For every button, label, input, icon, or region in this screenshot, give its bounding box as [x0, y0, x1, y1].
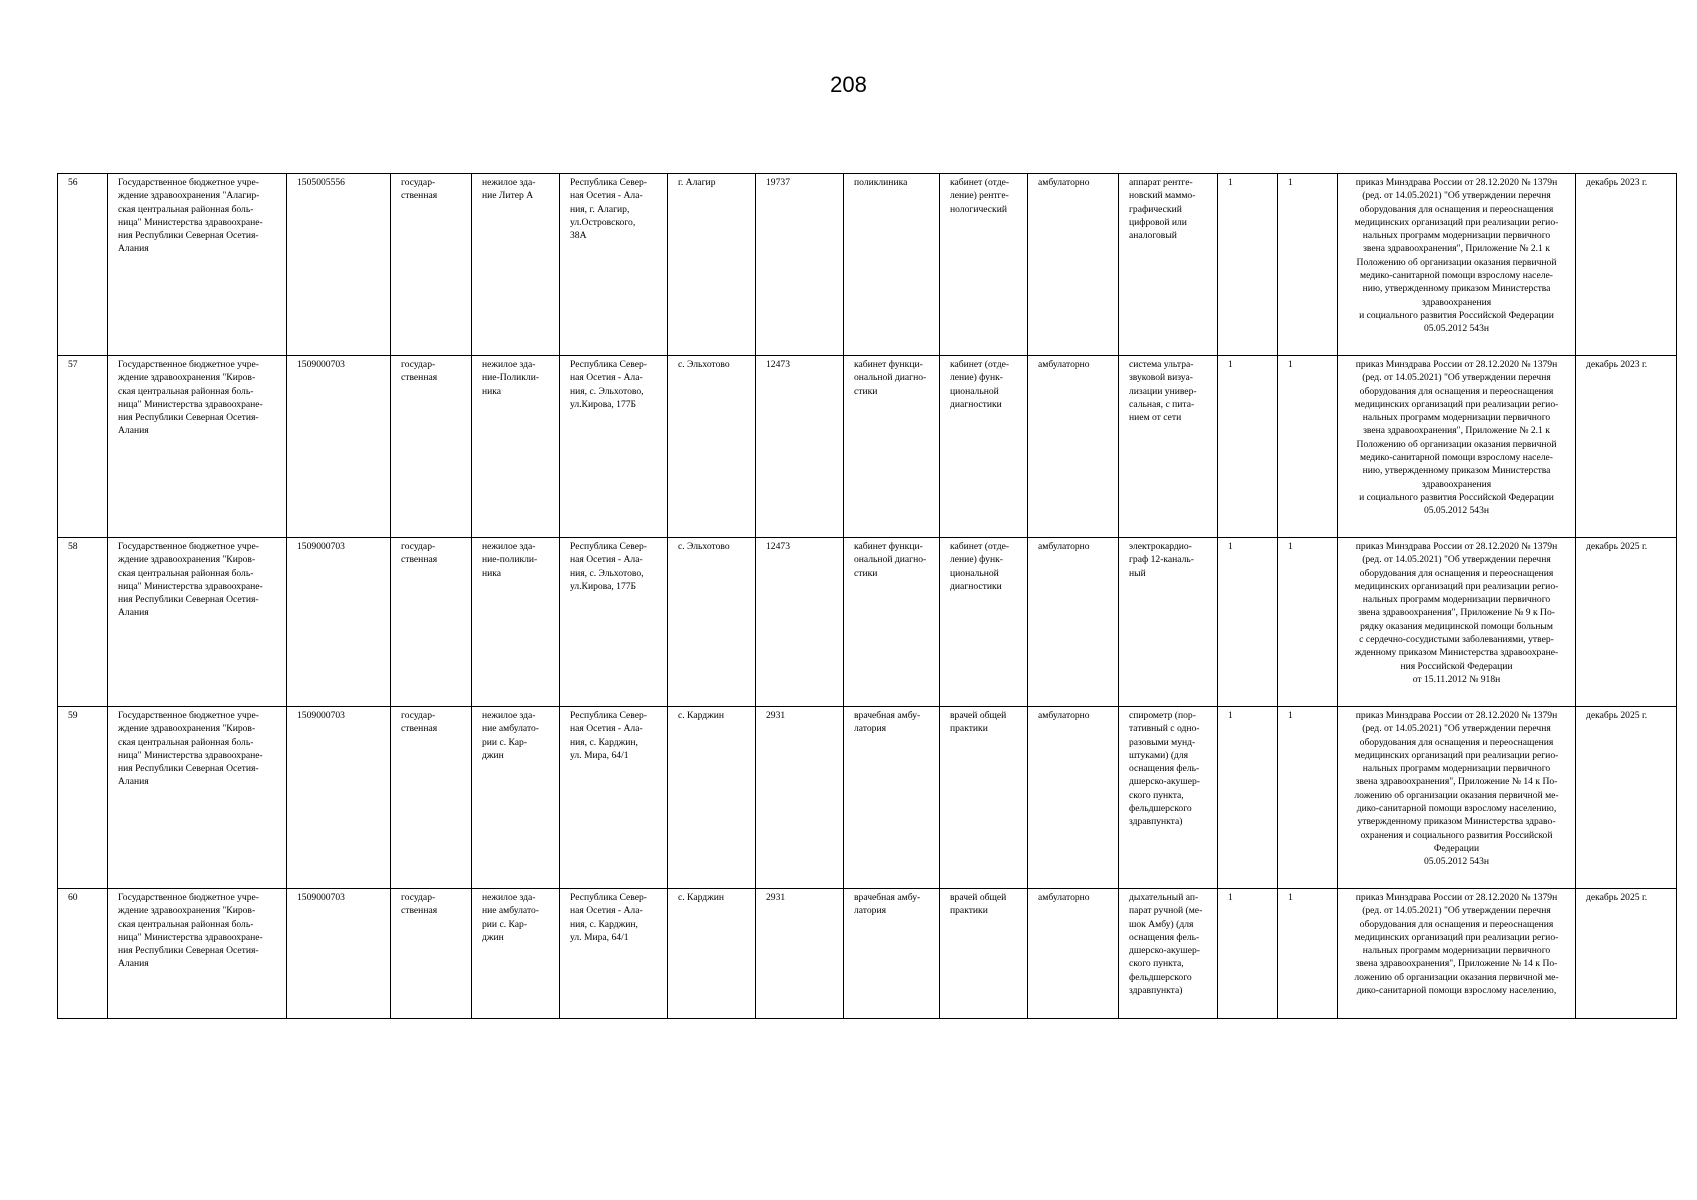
address-cell: Республика Север- ная Осетия - Ала- ния, с. Эльхотово, ул.Кирова, 177Б [560, 356, 668, 538]
care-type-cell: амбулаторно [1028, 174, 1119, 356]
ownership-cell: государ- ственная [391, 889, 472, 1019]
row-number-cell: 57 [58, 356, 108, 538]
organization-cell: Государственное бюджетное учре- ждение здравоохранения "Киров- ская центральная районная боль- ница" Министерства здравоохране- ния Республики Северная Осетия- Алания [108, 356, 287, 538]
unit-cell: кабинет функци- ональной диагно- стики [844, 538, 940, 707]
equipment-registry-table [57, 173, 1677, 1019]
quantity-cell: 1 [1278, 174, 1338, 356]
equipment-cell: спирометр (пор- тативный с одно- разовыми мунд- штуками) (для оснащения фель- дшерско-акушер- ского пункта, фельдшерского здравпункта) [1119, 707, 1218, 889]
address-cell: Республика Север- ная Осетия - Ала- ния, с. Карджин, ул. Мира, 64/1 [560, 889, 668, 1019]
room-cell: кабинет (отде- ление) функ- циональной диагностики [940, 356, 1028, 538]
page-number: 208 [830, 72, 867, 97]
unit-cell: кабинет функци- ональной диагно- стики [844, 356, 940, 538]
population-cell: 2931 [756, 889, 844, 1019]
row-number-cell: 58 [58, 538, 108, 707]
population-cell: 19737 [756, 174, 844, 356]
code-cell: 1509000703 [287, 889, 391, 1019]
locality-cell: г. Алагир [668, 174, 756, 356]
room-cell: врачей общей практики [940, 707, 1028, 889]
deadline-cell: декабрь 2025 г. [1576, 707, 1677, 889]
deadline-cell: декабрь 2023 г. [1576, 356, 1677, 538]
equipment-cell: электрокардио- граф 12-каналь- ный [1119, 538, 1218, 707]
row-number-cell: 59 [58, 707, 108, 889]
quantity-cell: 1 [1278, 538, 1338, 707]
building-cell: нежилое зда- ние-Поликли- ника [472, 356, 560, 538]
ownership-cell: государ- ственная [391, 538, 472, 707]
quantity-cell: 1 [1218, 889, 1278, 1019]
quantity-cell: 1 [1218, 538, 1278, 707]
address-cell: Республика Север- ная Осетия - Ала- ния, с. Эльхотово, ул.Кирова, 177Б [560, 538, 668, 707]
row-number-cell: 56 [58, 174, 108, 356]
unit-cell: врачебная амбу- латория [844, 707, 940, 889]
quantity-cell: 1 [1278, 356, 1338, 538]
organization-cell: Государственное бюджетное учре- ждение здравоохранения "Киров- ская центральная районная боль- ница" Министерства здравоохране- ния Республики Северная Осетия- Алания [108, 707, 287, 889]
organization-cell: Государственное бюджетное учре- ждение здравоохранения "Алагир- ская центральная районная боль- ница" Министерства здравоохране- ния Республики Северная Осетия- Алания [108, 174, 287, 356]
code-cell: 1509000703 [287, 538, 391, 707]
care-type-cell: амбулаторно [1028, 538, 1119, 707]
address-cell: Республика Север- ная Осетия - Ала- ния, с. Карджин, ул. Мира, 64/1 [560, 707, 668, 889]
locality-cell: с. Эльхотово [668, 538, 756, 707]
quantity-cell: 1 [1218, 707, 1278, 889]
building-cell: нежилое зда- ние амбулато- рии с. Кар- джин [472, 889, 560, 1019]
code-cell: 1505005556 [287, 174, 391, 356]
table-row [58, 707, 1677, 889]
building-cell: нежилое зда- ние-поликли- ника [472, 538, 560, 707]
table-row [58, 356, 1677, 538]
row-number-cell: 60 [58, 889, 108, 1019]
equipment-cell: аппарат рентге- новский маммо- графический цифровой или аналоговый [1119, 174, 1218, 356]
building-cell: нежилое зда- ние Литер А [472, 174, 560, 356]
legal-basis-cell: приказ Минздрава России от 28.12.2020 № 1379н (ред. от 14.05.2021) "Об утверждении перечня оборудования для оснащения и переоснащения медицинских организаций при реализации регио- нальных программ модернизации первичного звена здравоохранения", Приложение № 2.1 к Положению об организации оказания первичной медико-санитарной помощи взрослому населе- нию, утвержденному приказом Министерства здравоохранения и социального развития Российской Федерации 05.05.2012 543н [1338, 356, 1576, 538]
room-cell: кабинет (отде- ление) рентге- нологический [940, 174, 1028, 356]
legal-basis-cell: приказ Минздрава России от 28.12.2020 № 1379н (ред. от 14.05.2021) "Об утверждении перечня оборудования для оснащения и переоснащения медицинских организаций при реализации регио- нальных программ модернизации первичного звена здравоохранения", Приложение № 14 к По- ложению об организации оказания первичной ме- дико-санитарной помощи взрослому населению, [1338, 889, 1576, 1019]
organization-cell: Государственное бюджетное учре- ждение здравоохранения "Киров- ская центральная районная боль- ница" Министерства здравоохране- ния Республики Северная Осетия- Алания [108, 889, 287, 1019]
deadline-cell: декабрь 2025 г. [1576, 889, 1677, 1019]
quantity-cell: 1 [1278, 707, 1338, 889]
organization-cell: Государственное бюджетное учре- ждение здравоохранения "Киров- ская центральная районная боль- ница" Министерства здравоохране- ния Республики Северная Осетия- Алания [108, 538, 287, 707]
ownership-cell: государ- ственная [391, 174, 472, 356]
quantity-cell: 1 [1278, 889, 1338, 1019]
address-cell: Республика Север- ная Осетия - Ала- ния, г. Алагир, ул.Островского, 38А [560, 174, 668, 356]
population-cell: 2931 [756, 707, 844, 889]
locality-cell: с. Карджин [668, 889, 756, 1019]
legal-basis-cell: приказ Минздрава России от 28.12.2020 № 1379н (ред. от 14.05.2021) "Об утверждении перечня оборудования для оснащения и переоснащения медицинских организаций при реализации регио- нальных программ модернизации первичного звена здравоохранения", Приложение № 9 к По- рядку оказания медицинской помощи больным с сердечно-сосудистыми заболеваниями, утвер- жденному приказом Министерства здравоохране- ния Российской Федерации от 15.11.2012 № 918н [1338, 538, 1576, 707]
population-cell: 12473 [756, 356, 844, 538]
care-type-cell: амбулаторно [1028, 356, 1119, 538]
deadline-cell: декабрь 2025 г. [1576, 538, 1677, 707]
equipment-cell: система ультра- звуковой визуа- лизации универ- сальная, с пита- нием от сети [1119, 356, 1218, 538]
locality-cell: с. Карджин [668, 707, 756, 889]
equipment-cell: дыхательный ап- парат ручной (ме- шок Амбу) (для оснащения фель- дшерско-акушер- ского пункта, фельдшерского здравпункта) [1119, 889, 1218, 1019]
deadline-cell: декабрь 2023 г. [1576, 174, 1677, 356]
ownership-cell: государ- ственная [391, 356, 472, 538]
room-cell: врачей общей практики [940, 889, 1028, 1019]
room-cell: кабинет (отде- ление) функ- циональной диагностики [940, 538, 1028, 707]
table-row [58, 174, 1677, 356]
legal-basis-cell: приказ Минздрава России от 28.12.2020 № 1379н (ред. от 14.05.2021) "Об утверждении перечня оборудования для оснащения и переоснащения медицинских организаций при реализации регио- нальных программ модернизации первичного звена здравоохранения", Приложение № 14 к По- ложению об организации оказания первичной ме- дико-санитарной помощи взрослому населению, утвержденному приказом Министерства здраво- охранения и социального развития Российской Федерации 05.05.2012 543н [1338, 707, 1576, 889]
table-row [58, 889, 1677, 1019]
quantity-cell: 1 [1218, 174, 1278, 356]
legal-basis-cell: приказ Минздрава России от 28.12.2020 № 1379н (ред. от 14.05.2021) "Об утверждении перечня оборудования для оснащения и переоснащения медицинских организаций при реализации регио- нальных программ модернизации первичного звена здравоохранения", Приложение № 2.1 к Положению об организации оказания первичной медико-санитарной помощи взрослому населе- нию, утвержденному приказом Министерства здравоохранения и социального развития Российской Федерации 05.05.2012 543н [1338, 174, 1576, 356]
ownership-cell: государ- ственная [391, 707, 472, 889]
unit-cell: поликлиника [844, 174, 940, 356]
care-type-cell: амбулаторно [1028, 707, 1119, 889]
code-cell: 1509000703 [287, 707, 391, 889]
code-cell: 1509000703 [287, 356, 391, 538]
quantity-cell: 1 [1218, 356, 1278, 538]
unit-cell: врачебная амбу- латория [844, 889, 940, 1019]
care-type-cell: амбулаторно [1028, 889, 1119, 1019]
building-cell: нежилое зда- ние амбулато- рии с. Кар- джин [472, 707, 560, 889]
table-row [58, 538, 1677, 707]
population-cell: 12473 [756, 538, 844, 707]
locality-cell: с. Эльхотово [668, 356, 756, 538]
